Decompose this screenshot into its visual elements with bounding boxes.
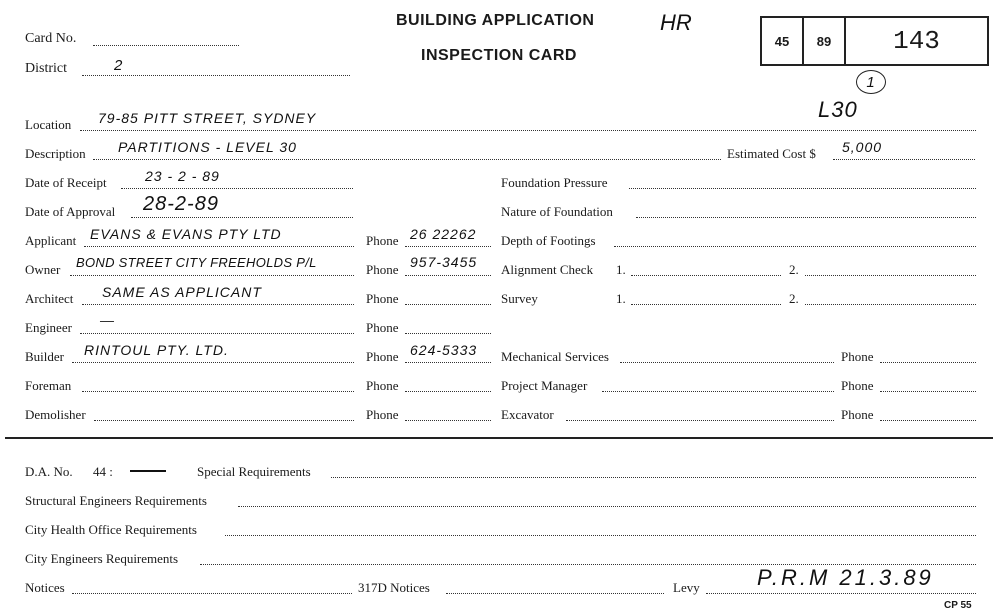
- applicant-phone-line: [405, 246, 491, 247]
- nature-of-foundation-line: [636, 217, 976, 218]
- alignment-check-label: Alignment Check: [501, 262, 594, 277]
- location-line: [80, 130, 976, 131]
- owner-phone-line: [405, 275, 491, 276]
- excavator-line: [566, 420, 834, 421]
- estimated-cost-value: 5,000: [842, 139, 883, 155]
- builder-phone-label: Phone: [366, 349, 399, 364]
- applicant-line: [84, 246, 354, 247]
- section-divider: [5, 437, 993, 439]
- mechanical-services-label: Mechanical Services: [501, 349, 609, 364]
- health-requirements-line: [225, 535, 976, 536]
- engineer-label: Engineer: [25, 320, 72, 335]
- survey-num1: 1.: [616, 291, 626, 306]
- project-manager-phone-label: Phone: [841, 378, 874, 393]
- applicant-label: Applicant: [25, 233, 77, 248]
- special-requirements-line: [331, 477, 976, 478]
- receipt-label: Date of Receipt: [25, 175, 107, 190]
- depth-of-footings-line: [614, 246, 976, 247]
- foreman-phone-label: Phone: [366, 378, 399, 393]
- da-no-label: D.A. No.: [25, 464, 73, 479]
- location-value: 79-85 PITT STREET, SYDNEY: [98, 110, 317, 126]
- description-label: Description: [25, 146, 86, 161]
- builder-value: RINTOUL PTY. LTD.: [84, 342, 229, 358]
- initials-handwritten: HR: [660, 10, 692, 35]
- depth-of-footings-label: Depth of Footings: [501, 233, 596, 248]
- applicant-phone-label: Phone: [366, 233, 399, 248]
- engineer-line: [80, 333, 354, 334]
- da-no-value: 44 :: [93, 464, 113, 479]
- foundation-pressure-line: [629, 188, 976, 189]
- owner-line: [70, 275, 354, 276]
- notices-label: Notices: [25, 580, 65, 595]
- excavator-phone-line: [880, 420, 976, 421]
- foundation-pressure-label: Foundation Pressure: [501, 175, 608, 190]
- alignment-check-num1: 1.: [616, 262, 626, 277]
- mechanical-services-line: [620, 362, 834, 363]
- notices-line: [72, 593, 352, 594]
- approval-line: [131, 217, 353, 218]
- architect-phone-label: Phone: [366, 291, 399, 306]
- box-number: 143: [893, 26, 940, 56]
- survey-num2: 2.: [789, 291, 799, 306]
- title-line2: INSPECTION CARD: [421, 47, 577, 64]
- builder-phone-value: 624-5333: [410, 342, 478, 358]
- survey-line1: [631, 304, 781, 305]
- applicant-phone-value: 26 22262: [410, 226, 477, 242]
- district-line: [82, 75, 350, 76]
- engineers-requirements-label: City Engineers Requirements: [25, 551, 179, 566]
- project-manager-line: [602, 391, 834, 392]
- description-line: [93, 159, 721, 160]
- receipt-line: [121, 188, 353, 189]
- receipt-value: 23 - 2 - 89: [145, 168, 220, 184]
- survey-line2: [805, 304, 976, 305]
- builder-phone-line: [405, 362, 491, 363]
- owner-label: Owner: [25, 262, 61, 277]
- alignment-check-num2: 2.: [789, 262, 799, 277]
- special-requirements-label: Special Requirements: [197, 464, 311, 479]
- demolisher-label: Demolisher: [25, 407, 86, 422]
- district-label: District: [25, 61, 67, 76]
- description-value: PARTITIONS - LEVEL 30: [118, 139, 297, 155]
- estimated-cost-label: Estimated Cost $: [727, 146, 816, 161]
- applicant-value: EVANS & EVANS PTY LTD: [90, 226, 282, 242]
- levy-label: Levy: [673, 580, 700, 595]
- box-cell-1: 45: [762, 18, 804, 64]
- structural-requirements-line: [238, 506, 976, 507]
- demolisher-phone-label: Phone: [366, 407, 399, 422]
- owner-phone-label: Phone: [366, 262, 399, 277]
- level-note: L30: [818, 97, 858, 122]
- architect-phone-line: [405, 304, 491, 305]
- card-number-box: [760, 16, 989, 66]
- notices-317d-line: [446, 593, 664, 594]
- excavator-label: Excavator: [501, 407, 554, 422]
- architect-label: Architect: [25, 291, 74, 306]
- approval-label: Date of Approval: [25, 204, 116, 219]
- location-label: Location: [25, 117, 72, 132]
- demolisher-line: [94, 420, 354, 421]
- levy-line: [706, 593, 976, 594]
- da-no-dash: [130, 470, 166, 472]
- circled-number-text: 1: [866, 73, 876, 91]
- owner-phone-value: 957-3455: [410, 254, 478, 270]
- structural-requirements-label: Structural Engineers Requirements: [25, 493, 207, 508]
- builder-line: [72, 362, 354, 363]
- mechanical-phone-label: Phone: [841, 349, 874, 364]
- title-line1: BUILDING APPLICATION: [396, 12, 595, 29]
- owner-value: BOND STREET CITY FREEHOLDS P/L: [76, 255, 317, 270]
- project-manager-phone-line: [880, 391, 976, 392]
- levy-value: P.R.M 21.3.89: [757, 565, 934, 590]
- estimated-cost-line: [833, 159, 975, 160]
- engineer-phone-label: Phone: [366, 320, 399, 335]
- architect-line: [82, 304, 354, 305]
- foreman-line: [82, 391, 354, 392]
- card-no-line: [93, 45, 239, 46]
- district-value: 2: [114, 57, 124, 74]
- engineer-value: —: [100, 312, 115, 328]
- mechanical-phone-line: [880, 362, 976, 363]
- box-cell-2: 89: [804, 18, 846, 64]
- foreman-phone-line: [405, 391, 491, 392]
- project-manager-label: Project Manager: [501, 378, 588, 393]
- survey-label: Survey: [501, 291, 538, 306]
- card-no-label: Card No.: [25, 31, 77, 46]
- form-code: CP 55: [944, 600, 972, 611]
- health-requirements-label: City Health Office Requirements: [25, 522, 197, 537]
- circled-number: [856, 70, 886, 94]
- demolisher-phone-line: [405, 420, 491, 421]
- builder-label: Builder: [25, 349, 64, 364]
- engineer-phone-line: [405, 333, 491, 334]
- approval-value: 28-2-89: [143, 193, 219, 215]
- nature-of-foundation-label: Nature of Foundation: [501, 204, 613, 219]
- alignment-check-line2: [805, 275, 976, 276]
- alignment-check-line1: [631, 275, 781, 276]
- foreman-label: Foreman: [25, 378, 72, 393]
- architect-value: SAME AS APPLICANT: [102, 284, 262, 300]
- excavator-phone-label: Phone: [841, 407, 874, 422]
- notices-317d-label: 317D Notices: [358, 580, 430, 595]
